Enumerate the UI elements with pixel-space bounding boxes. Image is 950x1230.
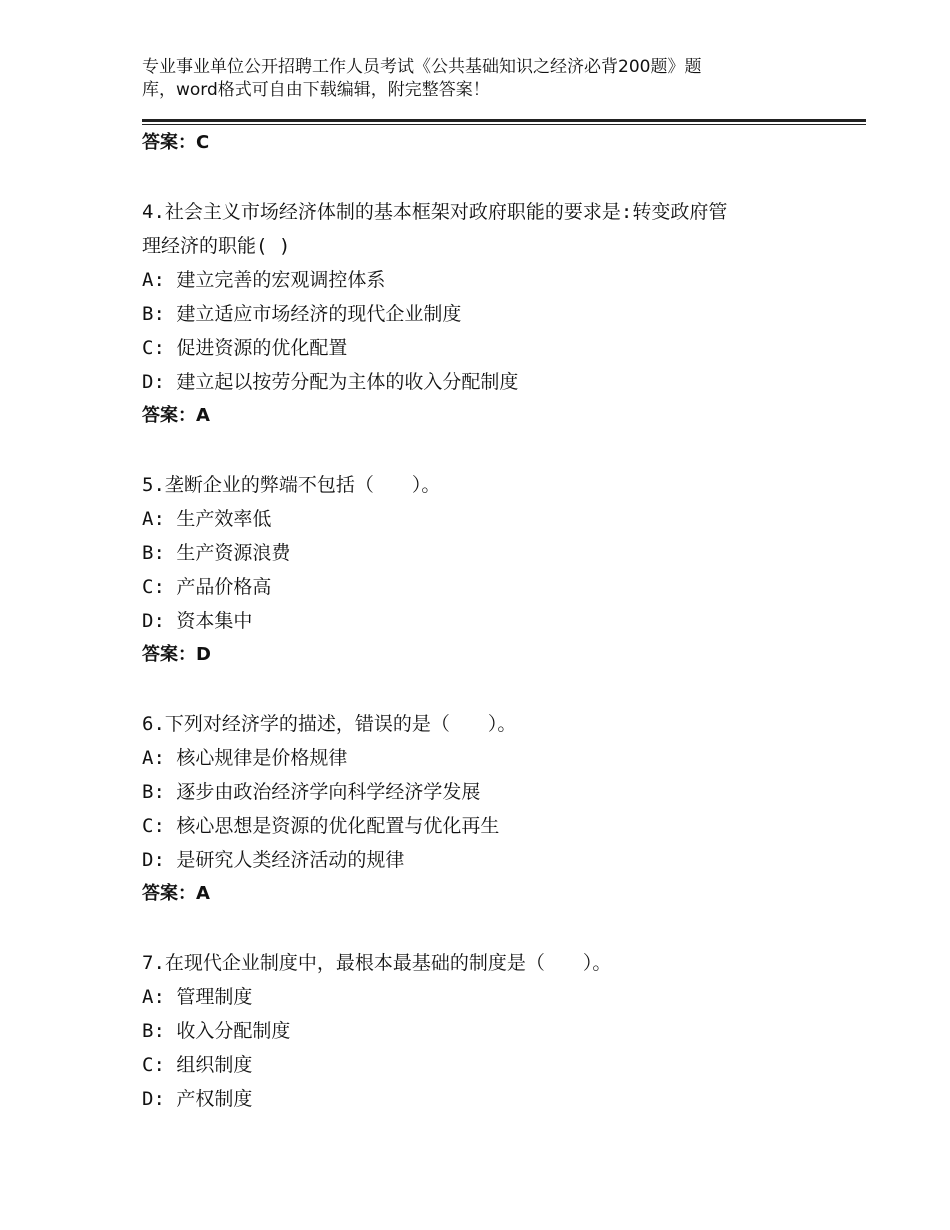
option-b: B: 生产资源浪费 — [142, 542, 291, 564]
question-title-cont: 理经济的职能( ) — [142, 235, 291, 257]
option-c: C: 组织制度 — [142, 1054, 253, 1076]
option-a: A: 建立完善的宏观调控体系 — [142, 269, 386, 291]
answer: 答案：A — [142, 883, 210, 904]
option-b: B: 逐步由政治经济学向科学经济学发展 — [142, 781, 481, 803]
option-a: A: 生产效率低 — [142, 508, 272, 530]
option-d: D: 是研究人类经济活动的规律 — [142, 849, 405, 871]
option-c: C: 产品价格高 — [142, 576, 272, 598]
header-line-2: 库，word格式可自由下载编辑，附完整答案！ — [142, 80, 490, 100]
question-title: 5.垄断企业的弊端不包括（ ）。 — [142, 474, 441, 496]
option-b: B: 收入分配制度 — [142, 1020, 291, 1042]
header-divider — [142, 119, 866, 125]
answer: 答案：D — [142, 644, 211, 665]
question-title: 6.下列对经济学的描述，错误的是（ ）。 — [142, 713, 517, 735]
option-a: A: 管理制度 — [142, 986, 253, 1008]
option-d: D: 产权制度 — [142, 1088, 253, 1110]
option-d: D: 建立起以按劳分配为主体的收入分配制度 — [142, 371, 519, 393]
question-title: 4.社会主义市场经济体制的基本框架对政府职能的要求是:转变政府管 — [142, 201, 728, 223]
question-4 — [142, 195, 842, 433]
question-5 — [142, 468, 842, 672]
question-6 — [142, 707, 842, 911]
question-7 — [142, 946, 842, 1116]
option-c: C: 促进资源的优化配置 — [142, 337, 348, 359]
header-line-1: 专业事业单位公开招聘工作人员考试《公共基础知识之经济必背200题》题 — [142, 57, 702, 77]
option-b: B: 建立适应市场经济的现代企业制度 — [142, 303, 462, 325]
question-title: 7.在现代企业制度中，最根本最基础的制度是（ ）。 — [142, 952, 612, 974]
answer: 答案：A — [142, 405, 210, 426]
document-header — [142, 56, 782, 102]
option-a: A: 核心规律是价格规律 — [142, 747, 348, 769]
answer-prev: 答案：C — [142, 132, 210, 153]
option-c: C: 核心思想是资源的优化配置与优化再生 — [142, 815, 500, 837]
option-d: D: 资本集中 — [142, 610, 253, 632]
question-list — [142, 126, 842, 1116]
